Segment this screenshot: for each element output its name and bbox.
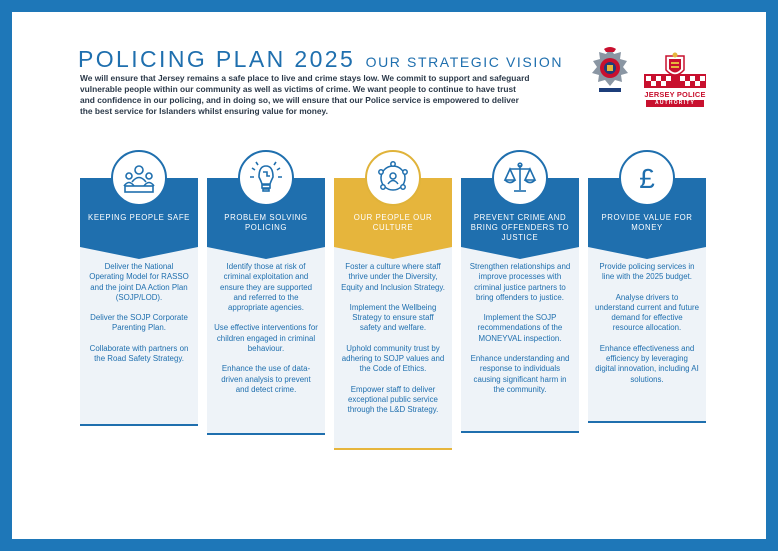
people-network-icon xyxy=(375,160,411,196)
column-chevron xyxy=(207,247,325,259)
column-chevron xyxy=(334,247,452,259)
column-chevron xyxy=(588,247,706,259)
column-panel xyxy=(588,240,706,423)
column-chevron xyxy=(461,247,579,259)
scales-icon xyxy=(502,160,538,196)
page-title: POLICING PLAN 2025 xyxy=(78,46,356,72)
column-item: Use effective interventions for children engaged in criminal behaviour. xyxy=(214,323,318,354)
column-item: Implement the Wellbeing Strategy to ensure staff safety and welfare. xyxy=(349,302,437,333)
column-panel xyxy=(207,240,325,435)
pound-icon xyxy=(629,160,665,196)
svg-text:£: £ xyxy=(639,163,655,194)
column-item: Analyse drivers to understand current and future demand for effective resource allocation. xyxy=(595,292,699,333)
column-panel xyxy=(334,240,452,450)
page-subtitle: OUR STRATEGIC VISION xyxy=(365,54,564,70)
column-panel xyxy=(461,240,579,433)
column-title: KEEPING PEOPLE SAFE xyxy=(80,213,198,247)
column-item: Enhance understanding and response to individuals causing significant harm in the community. xyxy=(470,354,570,394)
page xyxy=(12,12,766,539)
column-item: Collaborate with partners on the Road Safety Strategy. xyxy=(89,343,189,364)
jersey-police-authority-logo xyxy=(640,52,710,110)
column-chevron xyxy=(80,247,198,259)
column-item: Deliver the SOJP Corporate Parenting Plan. xyxy=(90,313,188,333)
column-icon-circle xyxy=(492,150,548,206)
people-group-icon xyxy=(121,160,157,196)
column-title: PROVIDE VALUE FOR MONEY xyxy=(588,213,706,247)
column-panel xyxy=(80,240,198,426)
intro-text: We will ensure that Jersey remains a safe place to live and crime stays low. We commit to support and safeguard vulnerable people within our community as well as victims of crime. We want people to continue to have trust and confidence in our policing, and in doing so, we will ensure that our Police service is empowered to deliver the best service for Islanders whilst ensuring value for money. xyxy=(80,73,530,116)
column-item: Provide policing services in line with the 2025 budget. xyxy=(599,262,695,282)
jersey-police-label: JERSEY POLICE xyxy=(644,90,706,99)
column-icon-circle xyxy=(365,150,421,206)
column-item: Enhance effectiveness and efficiency by leveraging digital innovation, including AI solutions. xyxy=(595,343,699,384)
column-item: Implement the SOJP recommendations of the MONEYVAL inspection. xyxy=(477,313,563,343)
column-item: Deliver the National Operating Model for RASSO and the joint DA Action Plan (SOJP/LOD). xyxy=(89,262,189,302)
title-row xyxy=(78,46,563,73)
column-icon-circle xyxy=(619,150,675,206)
column-item: Enhance the use of data-driven analysis to prevent and detect crime. xyxy=(221,364,311,394)
authority-label: AUTHORITY xyxy=(646,100,704,107)
lightbulb-puzzle-icon xyxy=(248,160,284,196)
column-title: PREVENT CRIME AND BRING OFFENDERS TO JUSTICE xyxy=(461,213,579,247)
column-icon-circle xyxy=(111,150,167,206)
column-item: Uphold community trust by adhering to SOJP values and the Code of Ethics. xyxy=(341,343,445,374)
column-item: Foster a culture where staff thrive under the Diversity, Equity and Inclusion Strategy. xyxy=(341,262,445,292)
column-item: Empower staff to deliver exceptional public service through the L&D Strategy. xyxy=(347,384,439,415)
column-title: OUR PEOPLE OUR CULTURE xyxy=(334,213,452,247)
states-of-jersey-police-crest-icon xyxy=(590,46,630,98)
column-item: Strengthen relationships and improve processes with criminal justice partners to bring offenders to justice. xyxy=(469,262,571,302)
column-item: Identify those at risk of criminal exploitation and ensure they are supported and referred to the appropriate agencies. xyxy=(219,262,313,313)
jersey-police-shield-icon xyxy=(640,52,710,90)
column-icon-circle xyxy=(238,150,294,206)
column-title: PROBLEM SOLVING POLICING xyxy=(207,213,325,247)
